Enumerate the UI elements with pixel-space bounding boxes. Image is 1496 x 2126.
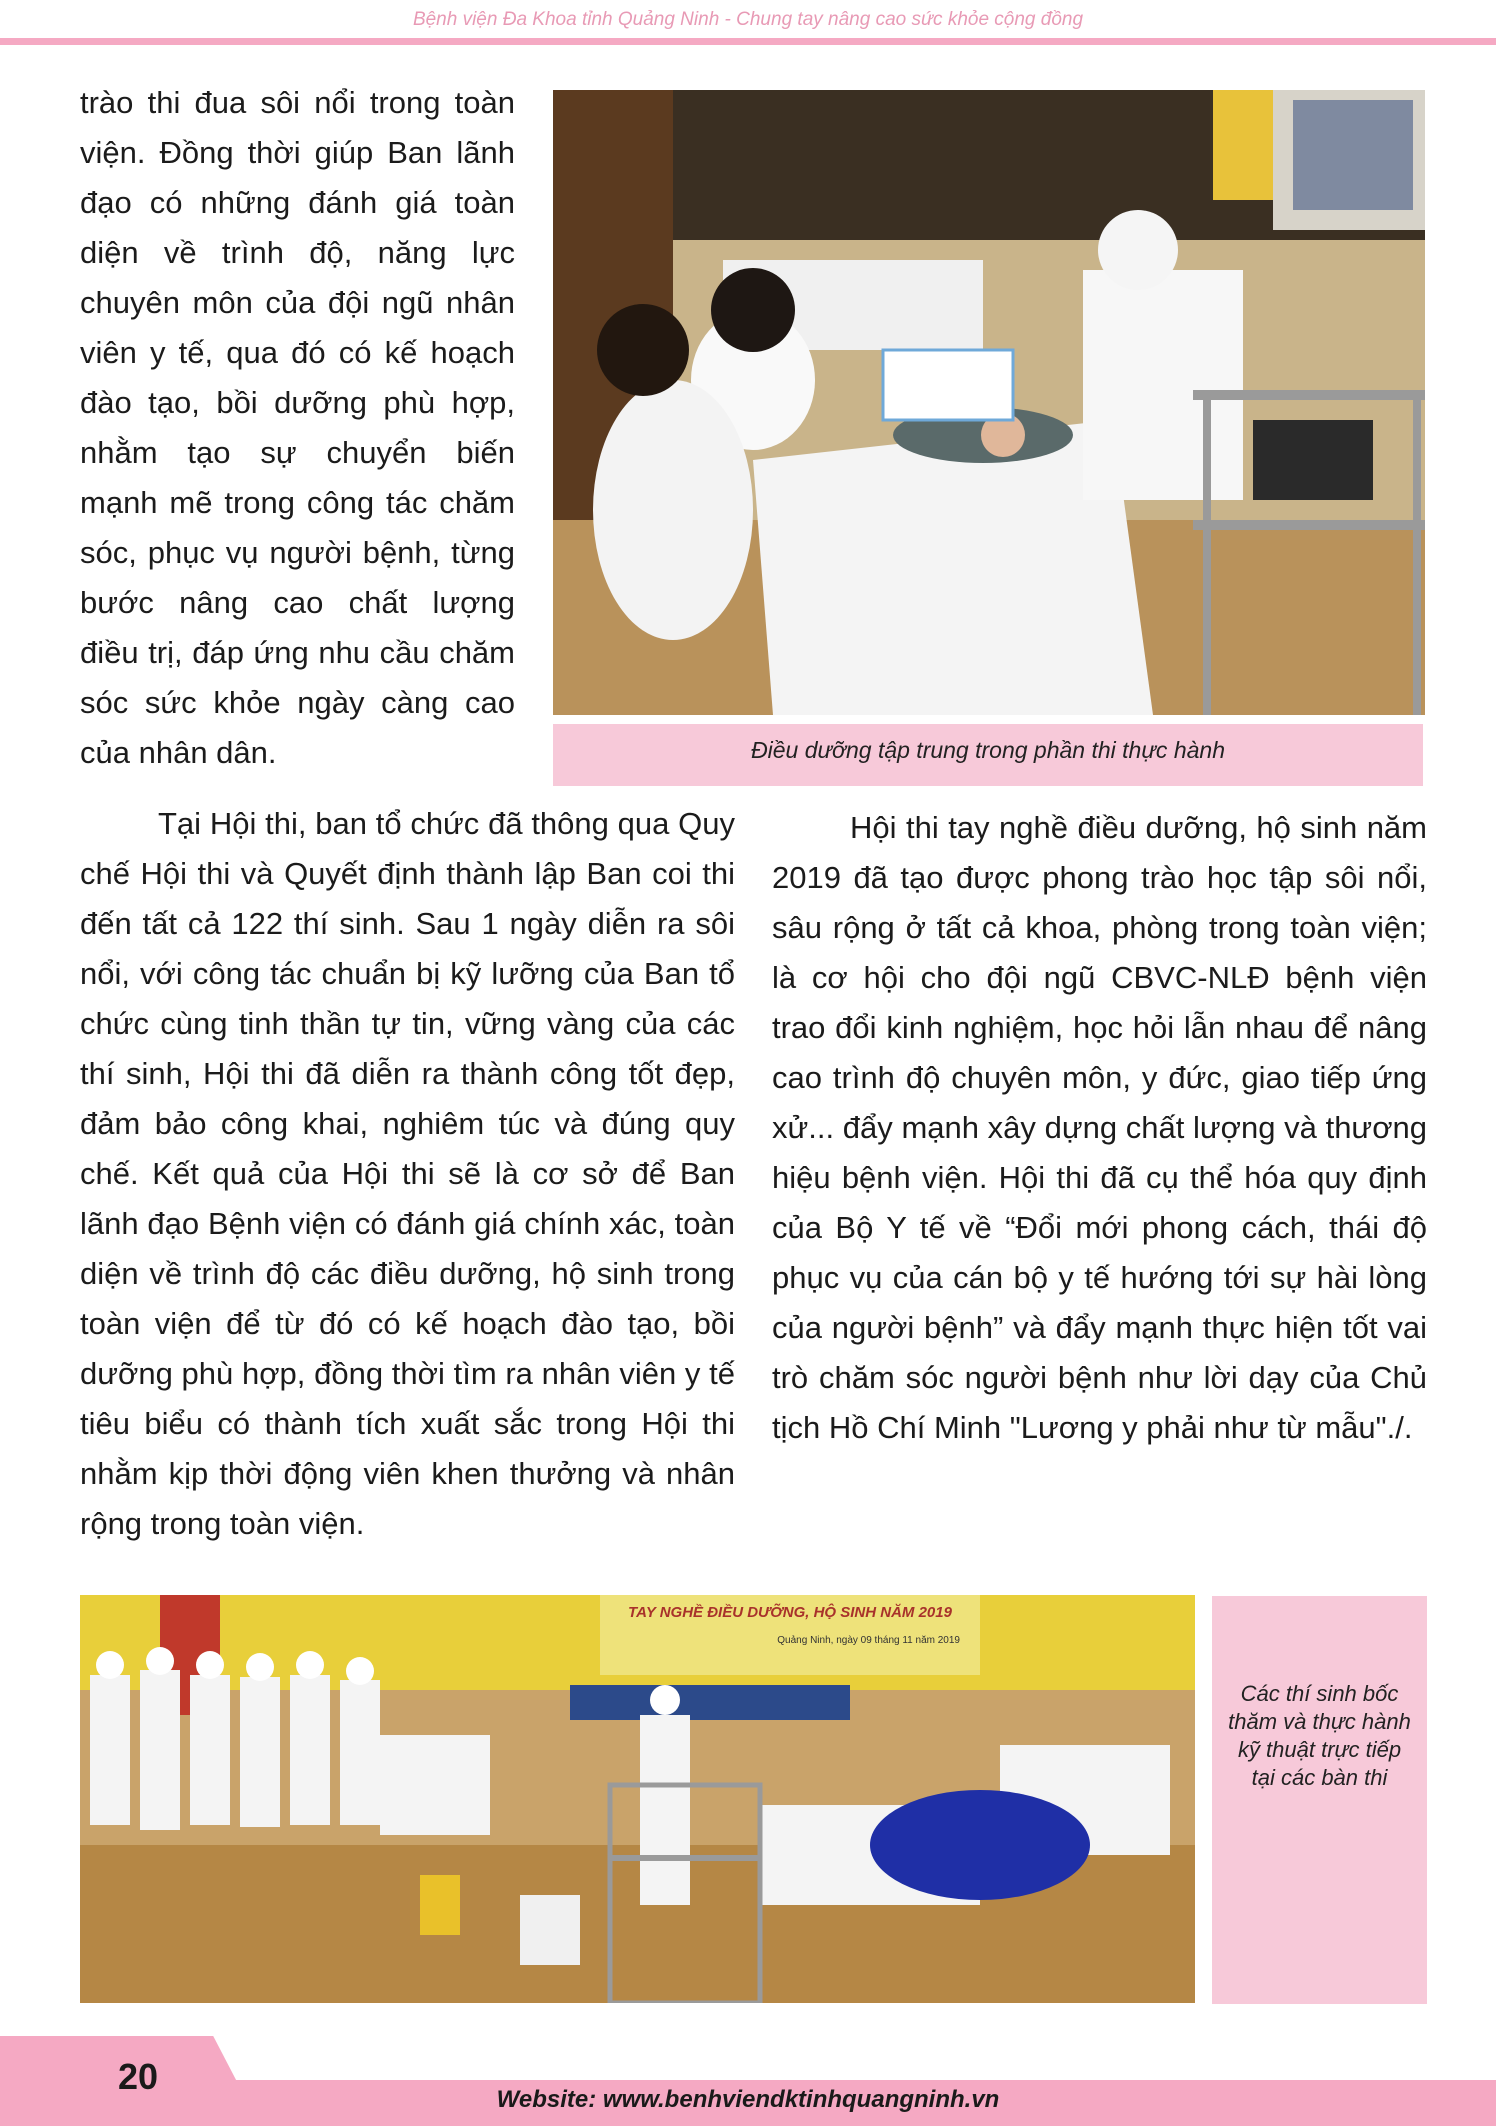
header-rule xyxy=(0,38,1496,45)
photo-contestants xyxy=(80,1595,1195,2003)
paragraph-right-column-text: Hội thi tay nghề điều dưỡng, hộ sinh năm 2019 đã tạo được phong trào học tập sôi nổi, sâu rộng ở tất cả khoa, phòng trong toàn viện; là cơ hội cho đội ngũ CBVC-NLĐ bệnh viện trao đổi kinh nghiệm, học hỏi lẫn nhau để nâng cao trình độ chuyên môn, y đức, giao tiếp ứng xử... đẩy mạnh xây dựng chất lượng và thương hiệu bệnh viện. Hội thi đã cụ thể hóa quy định của Bộ Y tế về “Đổi mới phong cách, thái độ phục vụ của cán bộ y tế hướng tới sự hài lòng của người bệnh” và đẩy mạnh thực hiện tốt vai trò chăm sóc người bệnh như lời dạy của Chủ tịch Hồ Chí Minh "Lương y phải như từ mẫu"./. xyxy=(772,810,1427,1445)
paragraph-right-column xyxy=(772,803,1427,1453)
photo-contestants-illustration xyxy=(80,1595,1195,2003)
paragraph-left-column xyxy=(80,799,735,1549)
photo-practical-exam xyxy=(553,90,1425,715)
caption-top-text: Điều dưỡng tập trung trong phần thi thực hành xyxy=(751,737,1225,763)
banner-title: TAY NGHỀ ĐIỀU DƯỠNG, HỘ SINH NĂM 2019 xyxy=(628,1604,952,1621)
paragraph-left-column-text: Tại Hội thi, ban tổ chức đã thông qua Quy chế Hội thi và Quyết định thành lập Ban coi thi đến tất cả 122 thí sinh. Sau 1 ngày diễn ra sôi nổi, với công tác chuẩn bị kỹ lưỡng của Ban tổ chức cùng tinh thần tự tin, vững vàng của các thí sinh, Hội thi đã diễn ra thành công tốt đẹp, đảm bảo công khai, nghiêm túc và đúng quy chế. Kết quả của Hội thi sẽ là cơ sở để Ban lãnh đạo Bệnh viện có đánh giá chính xác, toàn diện về trình độ các điều dưỡng, hộ sinh trong toàn viện để từ đó có kế hoạch đào tạo, bồi dưỡng phù hợp, đồng thời tìm ra nhân viên y tế tiêu biểu có thành tích xuất sắc trong Hội thi nhằm kịp thời động viên khen thưởng và nhân rộng trong toàn viện. xyxy=(80,806,735,1541)
caption-bottom-photo xyxy=(1212,1596,1427,2004)
page-number: 20 xyxy=(118,2056,159,2097)
banner-subtitle: Quảng Ninh, ngày 09 tháng 11 năm 2019 xyxy=(777,1635,960,1646)
header-title: Bệnh viện Đa Khoa tỉnh Quảng Ninh - Chung tay nâng cao sức khỏe cộng đồng xyxy=(412,9,1084,30)
caption-bottom-text: Các thí sinh bốc thăm và thực hành kỹ thuật trực tiếp tại các bàn thi xyxy=(1228,1681,1411,1790)
paragraph-top-left-text: trào thi đua sôi nổi trong toàn viện. Đồng thời giúp Ban lãnh đạo có những đánh giá toàn diện về trình độ, năng lực chuyên môn của đội ngũ nhân viên y tế, qua đó có kế hoạch đào tạo, bồi dưỡng phù hợp, nhằm tạo sự chuyển biến mạnh mẽ trong công tác chăm sóc, phục vụ người bệnh, từng bước nâng cao chất lượng điều trị, đáp ứng nhu cầu chăm sóc sức khỏe ngày càng cao của nhân dân. xyxy=(80,85,515,770)
footer-website: Website: www.benhviendktinhquangninh.vn xyxy=(496,2086,1000,2113)
caption-top-photo xyxy=(553,724,1423,786)
paragraph-top-left xyxy=(80,78,515,778)
photo-practical-exam-illustration xyxy=(553,90,1425,715)
